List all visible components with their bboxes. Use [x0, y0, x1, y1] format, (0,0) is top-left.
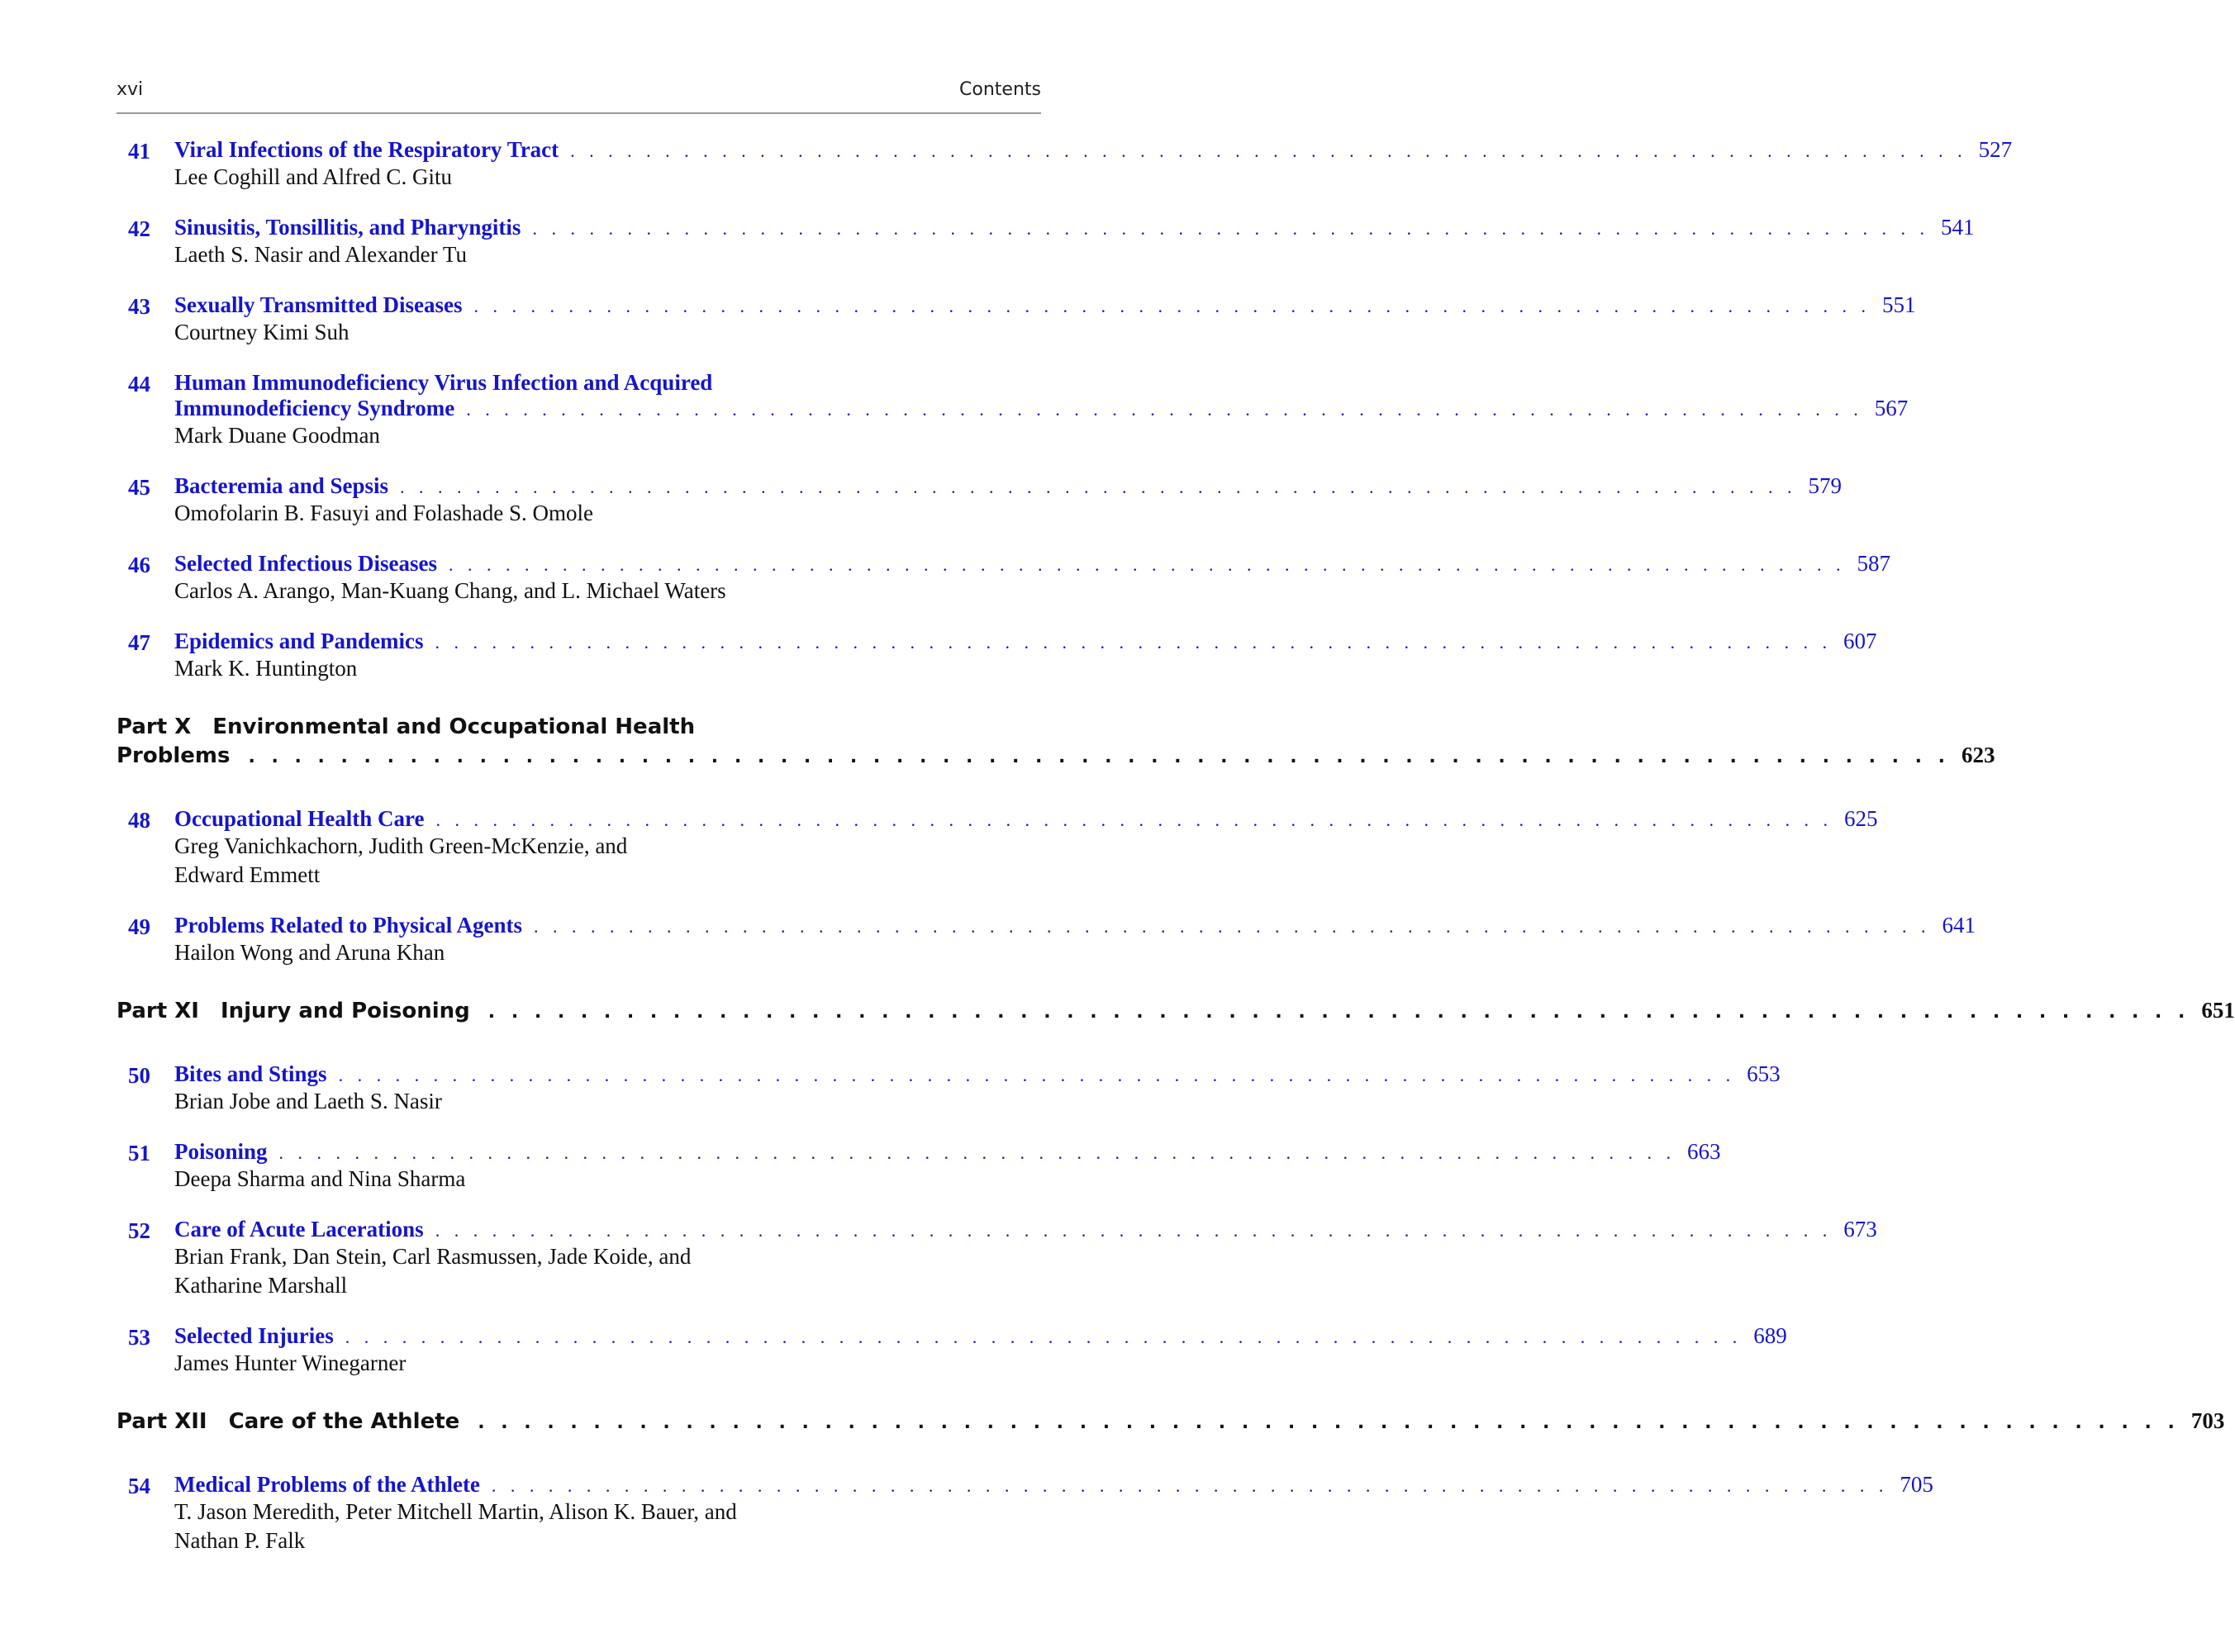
chapter-title-link[interactable]: Human Immunodeficiency Virus Infection and Acquired	[174, 370, 713, 395]
chapter-page-number[interactable]: 607	[1843, 629, 1877, 653]
part-number: Part XII	[117, 1409, 207, 1434]
chapter-title-link[interactable]: Sinusitis, Tonsillitis, and Pharyngitis	[174, 215, 521, 240]
leader-dots: . . . . . . . . . . . . . . . . . . . . . . . . . . . . . . . . . . . . . . . . . . . . . . . . . . . . . . . . . . . . . . . . . . . . . . . . . .	[466, 399, 1863, 420]
leader-dots: . . . . . . . . . . . . . . . . . . . . . . . . . . . . . . . . . . . . . . . . . . . . . . . . . . . . . . . . . . . . . . . . . . . . . . . . . .	[278, 1142, 1676, 1163]
toc-part-heading	[117, 997, 2235, 1027]
chapter-number: 51	[128, 1141, 150, 1165]
chapter-body	[174, 806, 1878, 890]
toc-chapter-entry	[117, 1472, 1933, 1555]
toc-chapter-entry	[117, 473, 1843, 528]
chapter-authors: James Hunter Winegarner	[174, 1351, 407, 1375]
part-title-text: Injury and Poisoning	[220, 999, 470, 1023]
chapter-body	[174, 1061, 1781, 1116]
leader-dots: . . . . . . . . . . . . . . . . . . . . . . . . . . . . . . . . . . . . . . . . . . . . . . . . . . . . . . . . . . . . . . . . . . . . . . . . . .	[491, 1475, 1889, 1496]
leader-dots: . . . . . . . . . . . . . . . . . . . . . . . . . . . . . . . . . . . . . . . . . . . . . . . . . . . . . . . . . . . . . . . . . . . . . . . . . .	[487, 1002, 2190, 1023]
leader-dots: . . . . . . . . . . . . . . . . . . . . . . . . . . . . . . . . . . . . . . . . . . . . . . . . . . . . . . . . . . . . . . . . . . . . . . . . . .	[248, 747, 1951, 767]
chapter-authors: Hailon Wong and Aruna Khan	[174, 940, 445, 965]
part-title	[117, 742, 230, 771]
page-header	[117, 79, 1041, 114]
part-number: Part X	[117, 714, 192, 739]
chapter-title-link[interactable]: Selected Infectious Diseases	[174, 551, 437, 576]
chapter-page-number[interactable]: 527	[1978, 137, 2013, 162]
chapter-title-line	[174, 1061, 1781, 1087]
part-page-number: 703	[2190, 1408, 2225, 1433]
chapter-page-number[interactable]: 663	[1687, 1139, 1721, 1164]
toc-chapter-entry	[117, 370, 1909, 450]
chapter-body	[174, 215, 1975, 269]
chapter-title-line	[174, 913, 1976, 938]
chapter-page-number[interactable]: 541	[1940, 215, 1975, 240]
toc-chapter-entry	[117, 806, 1878, 890]
chapter-authors: T. Jason Meredith, Peter Mitchell Martin, Alison K. Bauer, and	[174, 1499, 737, 1524]
chapter-body	[174, 551, 1890, 605]
chapter-body	[174, 137, 2013, 192]
chapter-title-line	[174, 806, 1878, 832]
table-of-contents	[117, 137, 2235, 1578]
leader-dots: . . . . . . . . . . . . . . . . . . . . . . . . . . . . . . . . . . . . . . . . . . . . . . . . . . . . . . . . . . . . . . . . . . . . . . . . . .	[400, 477, 1797, 497]
chapter-title-line	[174, 396, 1909, 421]
chapter-title-line	[174, 137, 2013, 163]
chapter-authors: Nathan P. Falk	[174, 1528, 306, 1553]
leader-dots: . . . . . . . . . . . . . . . . . . . . . . . . . . . . . . . . . . . . . . . . . . . . . . . . . . . . . . . . . . . . . . . . . . . . . . . . . .	[448, 554, 1846, 575]
chapter-body	[174, 629, 1877, 683]
chapter-authors: Omofolarin B. Fasuyi and Folashade S. Omole	[174, 501, 593, 525]
leader-dots: . . . . . . . . . . . . . . . . . . . . . . . . . . . . . . . . . . . . . . . . . . . . . . . . . . . . . . . . . . . . . . . . . . . . . . . . . .	[435, 632, 1833, 653]
chapter-authors: Carlos A. Arango, Man-Kuang Chang, and L. Michael Waters	[174, 578, 726, 603]
chapter-authors: Brian Jobe and Laeth S. Nasir	[174, 1089, 442, 1113]
chapter-title-link[interactable]: Occupational Health Care	[174, 806, 425, 831]
chapter-page-number[interactable]: 625	[1843, 806, 1878, 831]
chapter-body	[174, 1217, 1877, 1300]
toc-chapter-entry	[117, 215, 1975, 269]
part-title	[117, 713, 695, 742]
leader-dots: . . . . . . . . . . . . . . . . . . . . . . . . . . . . . . . . . . . . . . . . . . . . . . . . . . . . . . . . . . . . . . . . . . . . . . . . . .	[435, 809, 1833, 830]
chapter-authors: Brian Frank, Dan Stein, Carl Rasmussen, Jade Koide, and	[174, 1244, 692, 1269]
toc-part-heading	[117, 1408, 2225, 1437]
chapter-title-link[interactable]: Epidemics and Pandemics	[174, 629, 424, 653]
chapter-number: 53	[128, 1325, 150, 1350]
chapter-title-line	[174, 1472, 1933, 1498]
chapter-page-number[interactable]: 673	[1843, 1217, 1877, 1241]
toc-chapter-entry	[117, 1061, 1781, 1116]
chapter-authors: Mark Duane Goodman	[174, 423, 380, 448]
chapter-body	[174, 913, 1976, 967]
chapter-body	[174, 1472, 1933, 1555]
part-title	[117, 1408, 459, 1436]
part-title-line	[117, 1408, 2225, 1437]
part-title-line	[117, 997, 2235, 1027]
chapter-title-link[interactable]: Medical Problems of the Athlete	[174, 1472, 480, 1497]
chapter-body	[174, 292, 1916, 347]
chapter-page-number[interactable]: 705	[1900, 1472, 1933, 1497]
chapter-title-link[interactable]: Bacteremia and Sepsis	[174, 473, 389, 498]
chapter-number: 46	[128, 553, 150, 577]
chapter-authors: Greg Vanichkachorn, Judith Green-McKenzie, and	[174, 833, 628, 858]
chapter-title-line	[174, 629, 1877, 654]
part-page-number: 623	[1962, 743, 1995, 767]
chapter-title-link[interactable]: Problems Related to Physical Agents	[174, 913, 522, 938]
chapter-title-line	[174, 473, 1843, 499]
chapter-number: 44	[128, 372, 150, 396]
chapter-title-line	[174, 551, 1890, 577]
chapter-body	[174, 473, 1843, 528]
leader-dots: . . . . . . . . . . . . . . . . . . . . . . . . . . . . . . . . . . . . . . . . . . . . . . . . . . . . . . . . . . . . . . . . . . . . . . . . . .	[570, 140, 1967, 161]
chapter-page-number[interactable]: 653	[1747, 1061, 1781, 1086]
part-title	[117, 997, 470, 1026]
part-page-number: 651	[2201, 998, 2235, 1023]
leader-dots: . . . . . . . . . . . . . . . . . . . . . . . . . . . . . . . . . . . . . . . . . . . . . . . . . . . . . . . . . . . . . . . . . . . . . . . . . .	[478, 1412, 2180, 1433]
chapter-number: 47	[128, 630, 150, 655]
toc-chapter-entry	[117, 629, 1877, 683]
chapter-number: 50	[128, 1063, 150, 1088]
leader-dots: . . . . . . . . . . . . . . . . . . . . . . . . . . . . . . . . . . . . . . . . . . . . . . . . . . . . . . . . . . . . . . . . . . . . . . . . . .	[435, 1220, 1833, 1241]
chapter-title-link[interactable]: Selected Injuries	[174, 1323, 334, 1348]
leader-dots: . . . . . . . . . . . . . . . . . . . . . . . . . . . . . . . . . . . . . . . . . . . . . . . . . . . . . . . . . . . . . . . . . . . . . . . . . .	[473, 296, 1871, 316]
chapter-title-link[interactable]: Viral Infections of the Respiratory Tract	[174, 137, 559, 162]
leader-dots: . . . . . . . . . . . . . . . . . . . . . . . . . . . . . . . . . . . . . . . . . . . . . . . . . . . . . . . . . . . . . . . . . . . . . . . . . .	[345, 1327, 1743, 1347]
chapter-authors: Mark K. Huntington	[174, 656, 358, 681]
toc-part-heading	[117, 713, 1995, 771]
chapter-number: 49	[128, 914, 150, 939]
chapter-authors: Lee Coghill and Alfred C. Gitu	[174, 164, 452, 189]
chapter-body	[174, 1139, 1721, 1194]
chapter-authors: Courtney Kimi Suh	[174, 320, 350, 344]
chapter-number: 43	[128, 294, 150, 319]
chapter-body	[174, 1323, 1787, 1378]
chapter-title-line	[174, 1323, 1787, 1349]
chapter-title-line	[174, 1217, 1877, 1242]
toc-chapter-entry	[117, 137, 2013, 192]
chapter-number: 45	[128, 475, 150, 500]
part-title-text: Problems	[117, 743, 231, 768]
toc-chapter-entry	[117, 913, 1976, 967]
chapter-authors: Edward Emmett	[174, 862, 321, 887]
chapter-title-line	[174, 1139, 1721, 1165]
chapter-page-number[interactable]: 641	[1942, 913, 1976, 938]
chapter-number: 41	[128, 139, 150, 164]
part-number: Part XI	[117, 999, 199, 1023]
part-title-text: Care of the Athlete	[228, 1409, 460, 1434]
chapter-title-link[interactable]: Bites and Stings	[174, 1061, 327, 1086]
chapter-number: 48	[128, 808, 150, 833]
chapter-number: 52	[128, 1218, 150, 1243]
chapter-authors: Laeth S. Nasir and Alexander Tu	[174, 242, 467, 267]
chapter-number: 42	[128, 216, 150, 241]
chapter-body	[174, 370, 1909, 450]
part-title-text: Environmental and Occupational Health	[212, 714, 696, 739]
toc-chapter-entry	[117, 292, 1916, 347]
chapter-page-number[interactable]: 551	[1882, 292, 1916, 317]
chapter-authors: Katharine Marshall	[174, 1273, 348, 1298]
part-title-line	[117, 742, 1995, 771]
toc-chapter-entry	[117, 1139, 1721, 1194]
chapter-title-line	[174, 292, 1916, 318]
chapter-title-line	[174, 215, 1975, 240]
chapter-page-number[interactable]: 587	[1857, 551, 1890, 576]
chapter-title-link[interactable]: Immunodeficiency Syndrome	[174, 396, 455, 420]
toc-chapter-entry	[117, 551, 1890, 605]
page-folio: xvi	[117, 79, 144, 100]
chapter-number: 54	[128, 1474, 150, 1498]
chapter-title-line	[174, 370, 819, 396]
leader-dots: . . . . . . . . . . . . . . . . . . . . . . . . . . . . . . . . . . . . . . . . . . . . . . . . . . . . . . . . . . . . . . . . . . . . . . . . . .	[338, 1065, 1736, 1085]
running-title: Contents	[959, 79, 1041, 100]
chapter-page-number[interactable]: 689	[1753, 1323, 1787, 1348]
leader-dots: . . . . . . . . . . . . . . . . . . . . . . . . . . . . . . . . . . . . . . . . . . . . . . . . . . . . . . . . . . . . . . . . . . . . . . . . . .	[533, 916, 1931, 937]
chapter-page-number[interactable]: 579	[1808, 473, 1843, 498]
toc-chapter-entry	[117, 1217, 1877, 1300]
chapter-authors: Deepa Sharma and Nina Sharma	[174, 1166, 466, 1191]
part-title-line	[117, 713, 819, 742]
chapter-title-link[interactable]: Poisoning	[174, 1139, 268, 1164]
chapter-title-link[interactable]: Sexually Transmitted Diseases	[174, 292, 463, 317]
chapter-page-number[interactable]: 567	[1874, 396, 1909, 420]
toc-chapter-entry	[117, 1323, 1787, 1378]
chapter-title-link[interactable]: Care of Acute Lacerations	[174, 1217, 424, 1241]
leader-dots: . . . . . . . . . . . . . . . . . . . . . . . . . . . . . . . . . . . . . . . . . . . . . . . . . . . . . . . . . . . . . . . . . . . . . . . . . .	[532, 218, 1929, 239]
